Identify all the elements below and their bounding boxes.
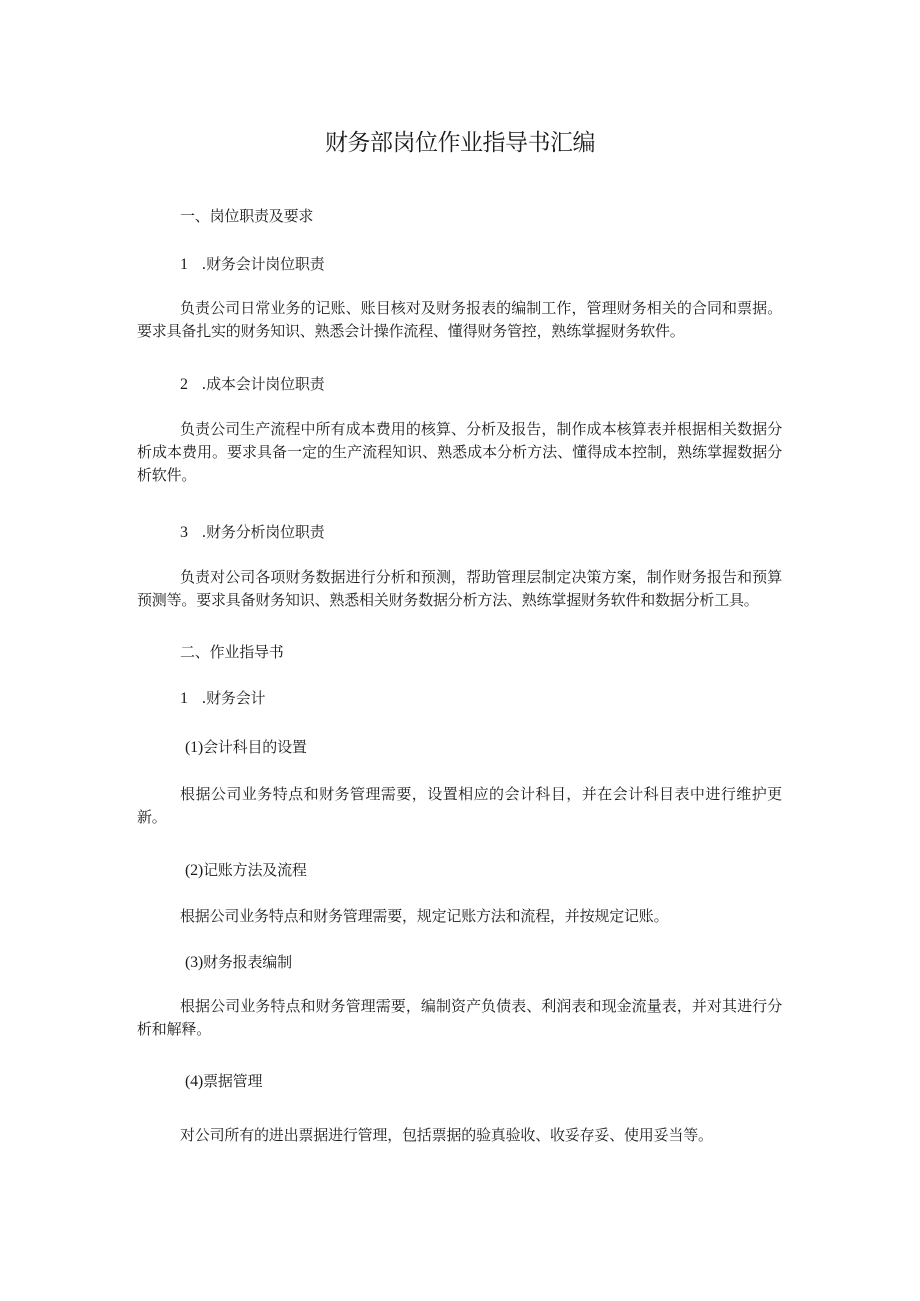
item-1-title: 会计科目的设置 [203,738,307,756]
section-1-3-number: 3 [180,524,188,541]
item-3-body: 根据公司业务特点和财务管理需要，编制资产负债表、利润表和现金流量表，并对其进行分析和解释。 [137,997,782,1038]
section-1-2-title: .成本会计岗位职责 [201,375,325,393]
section-1-3-title: .财务分析岗位职责 [201,523,325,541]
section-1-1-heading [137,253,825,276]
item-3-title: 财务报表编制 [203,953,292,971]
section-1-2-heading [137,373,825,396]
item-2-title: 记账方法及流程 [203,861,307,879]
item-4-title: 票据管理 [203,1072,263,1090]
section-2-1-number: 1 [180,690,188,707]
item-1-number: (1) [185,739,204,756]
section-1-1-body: 负责公司日常业务的记账、账目核对及财务报表的编制工作，管理财务相关的合同和票据。要求具备扎实的财务知识、熟悉会计操作流程、懂得财务管控，熟练掌握财务软件。 [137,299,782,340]
item-4-body: 对公司所有的进出票据进行管理，包括票据的验真验收、收妥存妥、使用妥当等。 [180,1126,713,1144]
section-2-1-heading [137,687,825,710]
section-1-3-heading [137,521,825,544]
section-2-heading: 二、作业指导书 [180,643,284,661]
item-1-heading [137,736,830,759]
item-2-body: 根据公司业务特点和财务管理需要，规定记账方法和流程，并按规定记账。 [180,907,669,925]
section-1-2-body: 负责公司生产流程中所有成本费用的核算、分析及报告，制作成本核算表并根据相关数据分析成本费用。要求具备一定的生产流程知识、熟悉成本分析方法、懂得成本控制，熟练掌握数据分析软件。 [137,420,782,484]
item-3-number: (3) [185,954,204,971]
item-1-body: 根据公司业务特点和财务管理需要，设置相应的会计科目，并在会计科目表中进行维护更新。 [137,785,782,826]
item-4-number: (4) [185,1073,204,1090]
section-1-1-number: 1 [180,256,188,273]
section-2-1-title: .财务会计 [201,689,266,707]
item-2-heading [137,859,830,882]
section-1-2-number: 2 [180,376,188,393]
section-1-1-title: .财务会计岗位职责 [201,255,325,273]
document-title: 财务部岗位作业指导书汇编 [325,130,595,156]
item-4-heading [137,1070,830,1093]
section-1-3-body: 负责对公司各项财务数据进行分析和预测，帮助管理层制定决策方案，制作财务报告和预算预测等。要求具备财务知识、熟悉相关财务数据分析方法、熟练掌握财务软件和数据分析工具。 [137,568,782,609]
item-3-heading [137,951,830,974]
section-1-heading: 一、岗位职责及要求 [180,207,314,225]
item-2-number: (2) [185,862,204,879]
